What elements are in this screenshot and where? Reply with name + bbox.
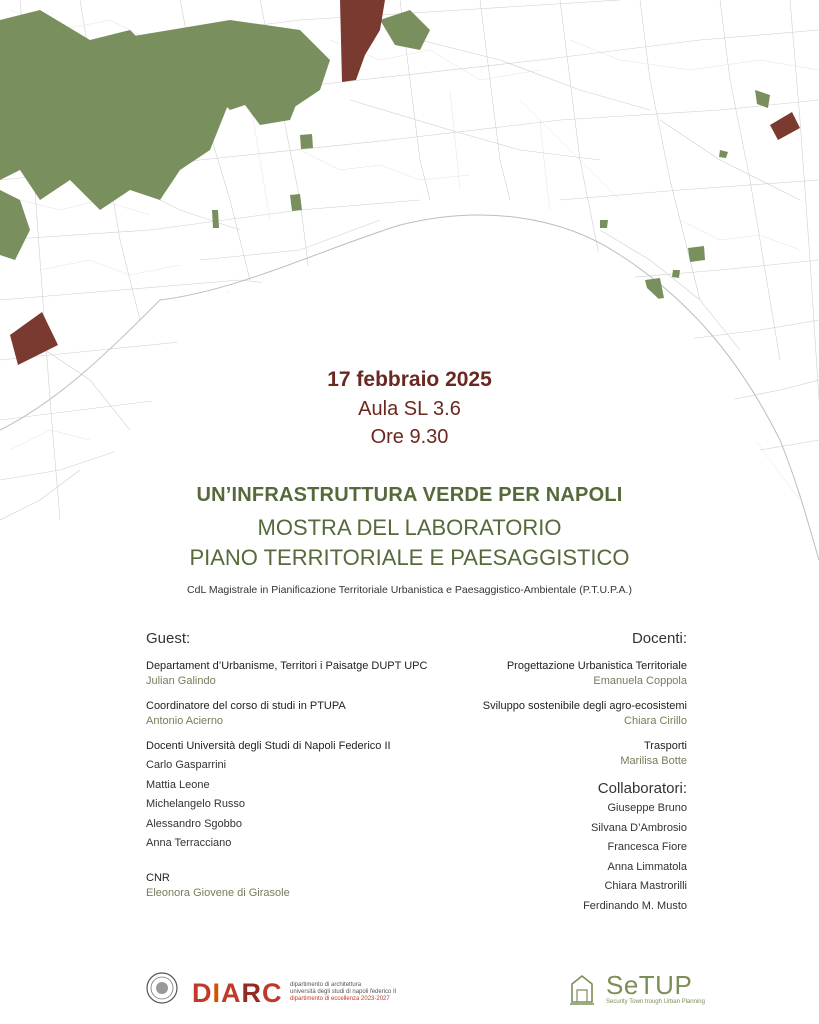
university-role: Docenti Università degli Studi di Napoli Federico II xyxy=(146,740,391,752)
setup-tagline: Security Town trough Urban Planning xyxy=(606,999,705,1005)
docente-name: Chiara Cirillo xyxy=(624,715,687,727)
collaboratore-name: Ferdinando M. Musto xyxy=(583,899,687,912)
subtitle-line-1: MOSTRA DEL LABORATORIO xyxy=(257,515,562,540)
docenti-heading: Docenti: xyxy=(631,630,687,647)
diarc-wordmark: DIARC xyxy=(192,978,283,1008)
main-title: UN’INFRASTRUTTURA VERDE PER NAPOLI xyxy=(196,484,623,506)
docente-block xyxy=(367,740,687,767)
university-name: Michelangelo Russo xyxy=(146,798,246,810)
diarc-line-2: università degli studi di napoli federico II xyxy=(290,989,397,995)
diarc-caption xyxy=(290,982,396,1003)
guest-name: Julian Galindo xyxy=(146,675,216,687)
course-name: CdL Magistrale in Pianificazione Territoriale Urbanistica e Paesaggistico-Ambientale (P.T.U.P.A.) xyxy=(187,584,632,596)
guest-role: Coordinatore del corso di studi in PTUPA xyxy=(146,700,346,712)
university-name: Alessandro Sgobbo xyxy=(146,817,243,830)
event-time: Ore 9.30 xyxy=(370,426,449,448)
collaboratori-heading: Collaboratori: xyxy=(597,780,687,797)
collaboratore-name: Francesca Fiore xyxy=(607,841,687,853)
university-name: Anna Terracciano xyxy=(146,837,232,849)
collaboratore-name: Anna Limmatola xyxy=(607,860,687,873)
docente-role: Progettazione Urbanistica Territoriale xyxy=(506,660,687,672)
setup-emblem-icon xyxy=(568,972,596,1011)
setup-logo xyxy=(606,970,705,1005)
diarc-logo xyxy=(192,978,283,1009)
docenti-column xyxy=(367,630,687,916)
setup-wordmark: SeTUP xyxy=(606,970,693,1000)
guest-role: Departament d’Urbanisme, Territori i Paisatge DUPT UPC xyxy=(146,660,428,672)
event-date: 17 febbraio 2025 xyxy=(327,368,492,391)
collaboratore-name: Giuseppe Bruno xyxy=(607,802,687,814)
docente-block xyxy=(367,700,687,727)
cnr-name: Eleonora Giovene di Girasole xyxy=(146,886,290,899)
diarc-line-3: dipartimento di eccellenza 2023-2027 xyxy=(290,996,390,1002)
guest-name: Antonio Acierno xyxy=(146,715,224,727)
university-name: Carlo Gasparrini xyxy=(146,759,227,771)
university-seal-logo xyxy=(146,972,178,1009)
university-name: Mattia Leone xyxy=(146,778,210,791)
collaboratore-name: Chiara Mastrorilli xyxy=(604,880,687,892)
docente-block xyxy=(367,660,687,687)
event-room: Aula SL 3.6 xyxy=(358,398,461,420)
guest-heading: Guest: xyxy=(146,630,191,647)
docente-role: Sviluppo sostenibile degli agro-ecosistemi xyxy=(482,700,687,712)
docente-name: Marilisa Botte xyxy=(620,755,687,767)
subtitle-line-2: PIANO TERRITORIALE E PAESAGGISTICO xyxy=(189,545,630,570)
diarc-line-1: dipartimento di architettura xyxy=(290,982,362,988)
cnr-role: CNR xyxy=(146,871,170,884)
docente-role: Trasporti xyxy=(644,740,687,752)
docente-name: Emanuela Coppola xyxy=(593,675,687,687)
collaboratore-name: Silvana D’Ambrosio xyxy=(591,821,687,834)
